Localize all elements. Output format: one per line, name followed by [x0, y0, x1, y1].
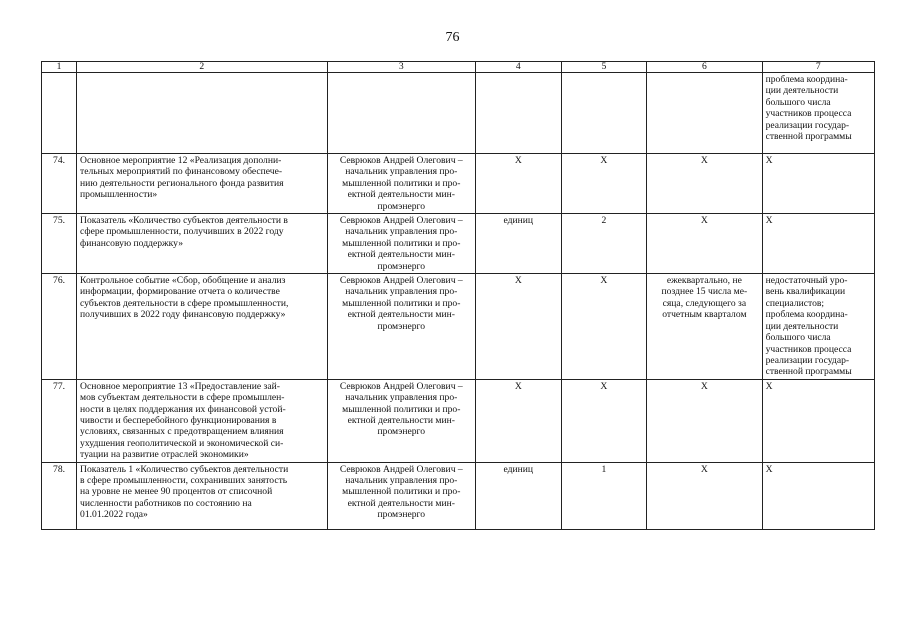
column-number-header-row [42, 62, 875, 73]
column-header: 3 [327, 62, 475, 73]
cell-responsible-person [327, 73, 475, 154]
cell-unit-of-measure: Х [476, 274, 562, 380]
table-row [42, 379, 875, 462]
page-number: 76 [445, 30, 460, 45]
cell-indicator-value: Х [561, 274, 647, 380]
cell-deadline: ежеквартально, не позднее 15 числа ме- сяца, следующего за отчетным кварталом [647, 274, 762, 380]
cell-event-name: Основное мероприятие 13 «Предоставление зай- мов субъектам деятельности в сфере промышлен- ности в целях поддержания их финансовой устой- чивости и бесперебойного функционирования в условиях, связанных с предотвращением влияния ухудшения геополитической и экономической си- туации на развитие отраслей экономики» [77, 379, 328, 462]
cell-unit-of-measure: Х [476, 379, 562, 462]
column-header: 2 [77, 62, 328, 73]
cell-deadline: Х [647, 154, 762, 214]
column-header: 6 [647, 62, 762, 73]
cell-responsible-person: Севрюков Андрей Олегович – начальник управления про- мышленной политики и про- ектной деятельности мин- промэнерго [327, 154, 475, 214]
cell-indicator-value: 1 [561, 462, 647, 529]
cell-unit-of-measure: единиц [476, 214, 562, 274]
column-header: 1 [42, 62, 77, 73]
cell-unit-of-measure: единиц [476, 462, 562, 529]
cell-indicator-value: 2 [561, 214, 647, 274]
cell-responsible-person: Севрюков Андрей Олегович – начальник управления про- мышленной политики и про- ектной деятельности мин- промэнерго [327, 274, 475, 380]
table-row [42, 154, 875, 214]
cell-responsible-person: Севрюков Андрей Олегович – начальник управления про- мышленной политики и про- ектной деятельности мин- промэнерго [327, 379, 475, 462]
cell-risks: Х [762, 462, 874, 529]
cell-risks: Х [762, 154, 874, 214]
cell-unit-of-measure: Х [476, 154, 562, 214]
column-header: 7 [762, 62, 874, 73]
cell-responsible-person: Севрюков Андрей Олегович – начальник управления про- мышленной политики и про- ектной деятельности мин- промэнерго [327, 214, 475, 274]
table-row [42, 462, 875, 529]
cell-row-number: 76. [42, 274, 77, 380]
cell-row-number: 78. [42, 462, 77, 529]
cell-risks: Х [762, 379, 874, 462]
cell-indicator-value: Х [561, 379, 647, 462]
program-plan-table [41, 61, 875, 530]
table-row [42, 214, 875, 274]
cell-row-number: 77. [42, 379, 77, 462]
cell-unit-of-measure [476, 73, 562, 154]
cell-row-number: 74. [42, 154, 77, 214]
table-row [42, 73, 875, 154]
cell-responsible-person: Севрюков Андрей Олегович – начальник управления про- мышленной политики и про- ектной деятельности мин- промэнерго [327, 462, 475, 529]
cell-event-name: Показатель «Количество субъектов деятельности в сфере промышленности, получивших в 2022 году финансовую поддержку» [77, 214, 328, 274]
column-header: 5 [561, 62, 647, 73]
cell-deadline: Х [647, 379, 762, 462]
cell-event-name: Показатель 1 «Количество субъектов деятельности в сфере промышленности, сохранивших занятость на уровне не менее 90 процентов от списочной численности работников по состоянию на 01.01.2022 года» [77, 462, 328, 529]
cell-risks: Х [762, 214, 874, 274]
cell-event-name: Контрольное событие «Сбор, обобщение и анализ информации, формирование отчета о количестве субъектов деятельности в сфере промышленности, получивших в 2022 году финансовую поддержку» [77, 274, 328, 380]
cell-row-number [42, 73, 77, 154]
column-header: 4 [476, 62, 562, 73]
cell-risks: проблема координа- ции деятельности большого числа участников процесса реализации государ- ственной программы [762, 73, 874, 154]
cell-event-name [77, 73, 328, 154]
cell-deadline: Х [647, 462, 762, 529]
cell-row-number: 75. [42, 214, 77, 274]
cell-deadline [647, 73, 762, 154]
cell-event-name: Основное мероприятие 12 «Реализация дополни- тельных мероприятий по финансовому обеспече- нию деятельности регионального фонда развития промышленности» [77, 154, 328, 214]
cell-indicator-value: Х [561, 154, 647, 214]
table-row [42, 274, 875, 380]
cell-risks: недостаточный уро- вень квалификации специалистов; проблема координа- ции деятельности большого числа участников процесса реализации государ- ственной программы [762, 274, 874, 380]
cell-deadline: Х [647, 214, 762, 274]
cell-indicator-value [561, 73, 647, 154]
